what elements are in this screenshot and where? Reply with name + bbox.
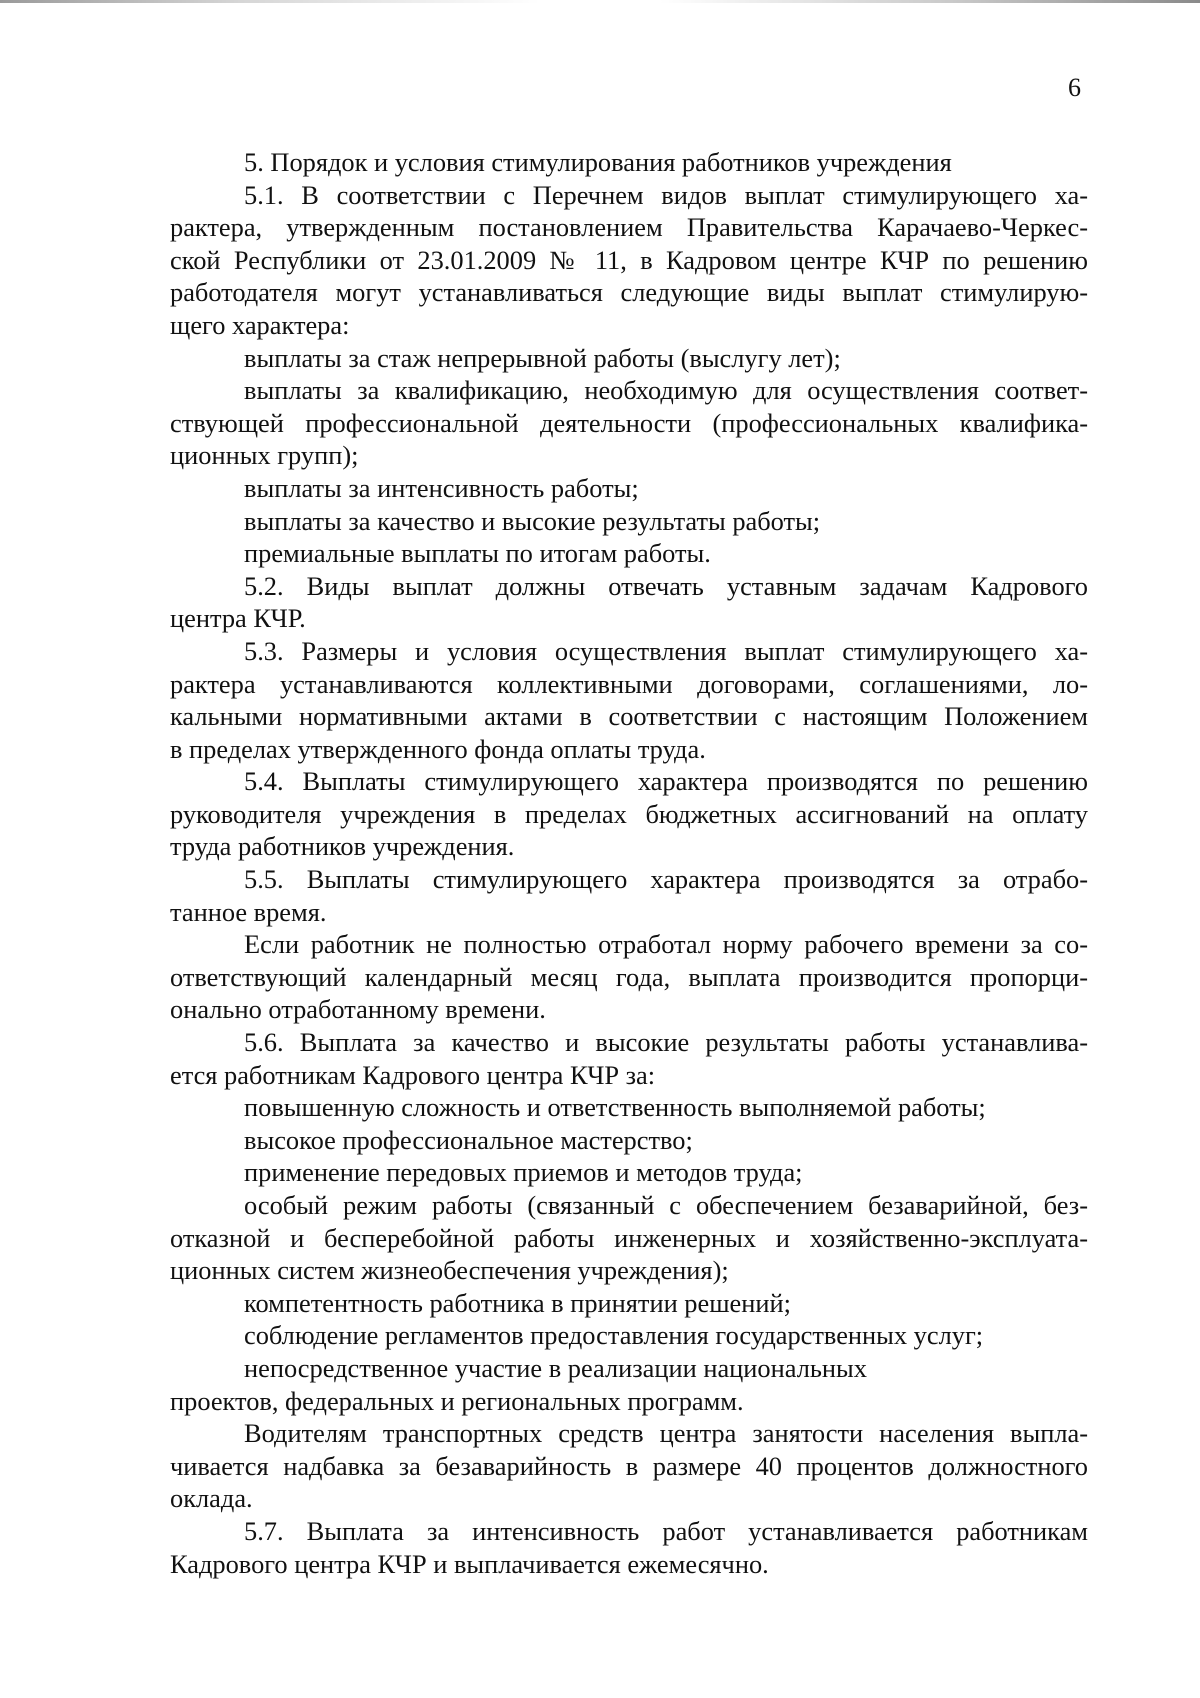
text-line: применение передовых приемов и методов труда; <box>244 1157 803 1188</box>
text-line: 5.2. Виды выплат должны отвечать уставным задачам Кадрового <box>244 570 1088 601</box>
text-line: 5.7. Выплата за интенсивность работ устанавливается работникам <box>244 1515 1088 1546</box>
text-line: руководителя учреждения в пределах бюджетных ассигнований на оплату <box>170 798 1088 829</box>
text-line: премиальные выплаты по итогам работы. <box>244 538 711 569</box>
text-line: непосредственное участие в реализации национальных <box>244 1352 867 1383</box>
page-number: 6 <box>1068 73 1081 102</box>
text-line: особый режим работы (связанный с обеспечением безаварийной, без- <box>244 1190 1088 1220</box>
text-line: в пределах утвержденного фонда оплаты труда. <box>170 733 706 764</box>
text-line: компетентность работника в принятии решений; <box>244 1287 791 1318</box>
text-line: рактера, утвержденным постановлением Правительства Карачаево-Черкес- <box>170 212 1088 243</box>
text-line: ется работникам Кадрового центра КЧР за: <box>170 1059 656 1090</box>
text-line: Если работник не полностью отработал норму рабочего времени за со- <box>244 929 1088 960</box>
text-line: выплаты за интенсивность работы; <box>244 472 639 503</box>
document-body <box>170 146 1088 1580</box>
text-line: Кадрового центра КЧР и выплачивается ежемесячно. <box>170 1548 769 1579</box>
text-line: повышенную сложность и ответственность выполняемой работы; <box>244 1092 986 1123</box>
text-line: ционных систем жизнеобеспечения учреждения); <box>170 1255 729 1286</box>
text-line: 5.5. Выплаты стимулирующего характера производятся за отрабо- <box>244 864 1088 895</box>
text-line: оклада. <box>170 1483 253 1514</box>
text-line: ционных групп); <box>170 440 359 471</box>
text-line: ской Республики от 23.01.2009 № 11, в Кадровом центре КЧР по решению <box>170 244 1088 275</box>
text-line: 5.3. Размеры и условия осуществления выплат стимулирующего ха- <box>244 635 1088 666</box>
text-line: рактера устанавливаются коллективными договорами, соглашениями, ло- <box>170 668 1088 699</box>
text-line: кальными нормативными актами в соответствии с настоящим Положением <box>170 701 1088 732</box>
text-line: онально отработанному времени. <box>170 994 546 1025</box>
text-line: ствующей профессиональной деятельности (профессиональных квалифика- <box>170 407 1088 438</box>
text-line: выплаты за стаж непрерывной работы (выслугу лет); <box>244 342 841 373</box>
text-line: танное время. <box>170 896 327 927</box>
text-line: выплаты за квалификацию, необходимую для осуществления соответ- <box>244 375 1088 406</box>
text-line: Водителям транспортных средств центра занятости населения выпла- <box>244 1418 1088 1449</box>
text-line: центра КЧР. <box>170 603 306 634</box>
text-line: 5.4. Выплаты стимулирующего характера производятся по решению <box>244 766 1088 797</box>
text-line: высокое профессиональное мастерство; <box>244 1124 693 1155</box>
text-line: ответствующий календарный месяц года, выплата производится пропорци- <box>170 961 1088 992</box>
text-line: чивается надбавка за безаварийность в размере 40 процентов должностного <box>170 1450 1088 1481</box>
text-line: 5.6. Выплата за качество и высокие результаты работы устанавлива- <box>244 1027 1088 1058</box>
scan-edge <box>0 0 1200 3</box>
text-line: отказной и бесперебойной работы инженерных и хозяйственно-эксплуата- <box>170 1222 1088 1253</box>
text-line: щего характера: <box>170 309 350 340</box>
text-line: выплаты за качество и высокие результаты работы; <box>244 505 821 536</box>
text-line: труда работников учреждения. <box>170 831 515 862</box>
text-line: 5.1. В соответствии с Перечнем видов выплат стимулирующего ха- <box>244 179 1088 210</box>
text-line: проектов, федеральных и региональных программ. <box>170 1385 744 1416</box>
text-line: соблюдение регламентов предоставления государственных услуг; <box>244 1320 984 1351</box>
text-line: 5. Порядок и условия стимулирования работников учреждения <box>244 147 952 177</box>
text-line: работодателя могут устанавливаться следующие виды выплат стимулирую- <box>170 277 1088 308</box>
